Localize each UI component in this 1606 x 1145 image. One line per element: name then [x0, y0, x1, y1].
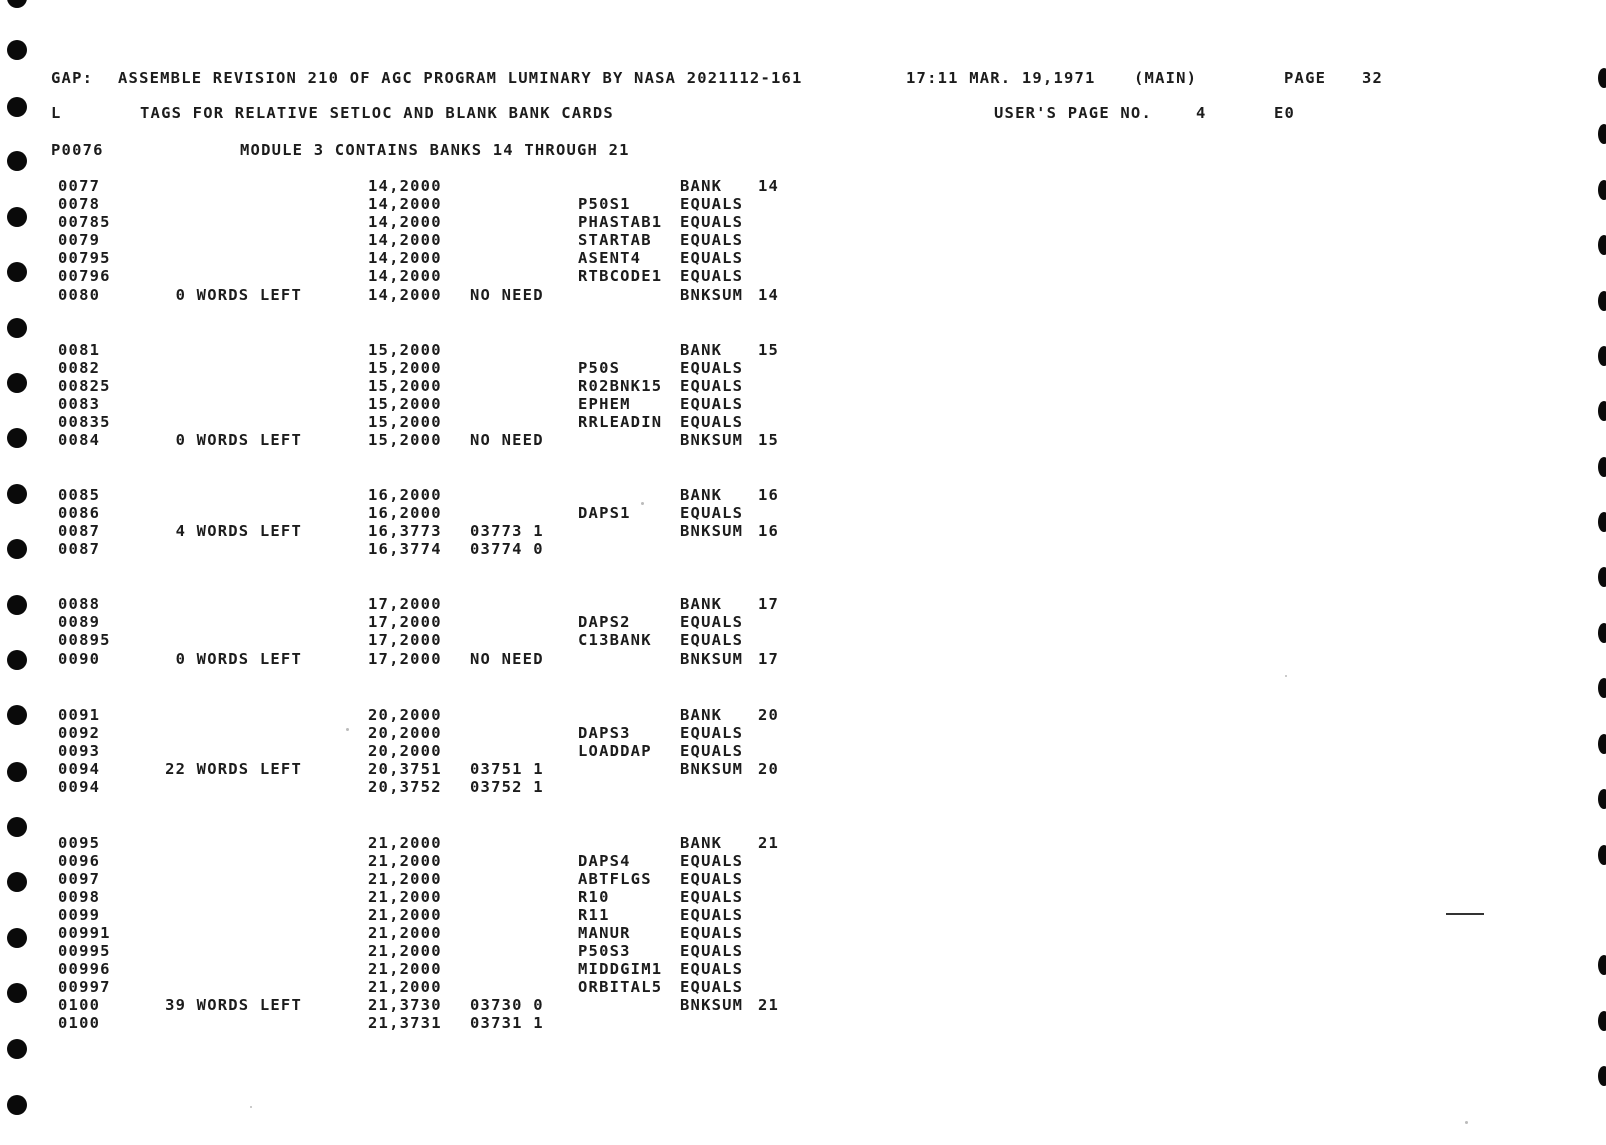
checksum-value: NO NEED — [470, 286, 544, 304]
module-description: MODULE 3 CONTAINS BANKS 14 THROUGH 21 — [240, 141, 630, 159]
opcode: EQUALS — [680, 359, 744, 377]
tag-symbol: C13BANK — [578, 631, 652, 649]
opcode: EQUALS — [680, 852, 744, 870]
opcode: EQUALS — [680, 724, 744, 742]
bank-number: 17 — [758, 650, 780, 668]
paper-mark — [1446, 913, 1484, 915]
bank-address: 15,2000 — [368, 341, 442, 359]
punch-hole — [1598, 734, 1606, 754]
tag-symbol: DAPS1 — [578, 504, 631, 522]
opcode: EQUALS — [680, 978, 744, 996]
line-number: 0100 — [58, 996, 101, 1014]
tag-symbol: STARTAB — [578, 231, 652, 249]
tag-symbol: P50S — [578, 359, 621, 377]
punch-hole — [7, 817, 27, 837]
bank-address: 21,2000 — [368, 924, 442, 942]
line-number: 00997 — [58, 978, 111, 996]
words-left: 0 WORDS LEFT — [175, 650, 302, 668]
opcode: BNKSUM — [680, 760, 744, 778]
punch-hole — [7, 983, 27, 1003]
paper-speck — [1465, 1121, 1468, 1124]
opcode: EQUALS — [680, 195, 744, 213]
bank-number: 20 — [758, 706, 780, 724]
line-number: 0089 — [58, 613, 101, 631]
paper-speck — [641, 502, 644, 505]
tag-symbol: MIDDGIM1 — [578, 960, 663, 978]
opcode: BNKSUM — [680, 996, 744, 1014]
bank-number: 15 — [758, 341, 780, 359]
line-number: 0082 — [58, 359, 101, 377]
bank-address: 14,2000 — [368, 286, 442, 304]
punch-hole — [7, 207, 27, 227]
tag-symbol: P50S3 — [578, 942, 631, 960]
line-number: 00795 — [58, 249, 111, 267]
opcode: EQUALS — [680, 631, 744, 649]
line-number: 0097 — [58, 870, 101, 888]
opcode: BNKSUM — [680, 286, 744, 304]
bank-address: 21,2000 — [368, 870, 442, 888]
page-label: PAGE — [1284, 69, 1327, 87]
opcode: BANK — [680, 706, 723, 724]
line-number: 00825 — [58, 377, 111, 395]
opcode: EQUALS — [680, 742, 744, 760]
bank-address: 16,3774 — [368, 540, 442, 558]
bank-address: 15,2000 — [368, 395, 442, 413]
line-number: 0085 — [58, 486, 101, 504]
opcode: EQUALS — [680, 231, 744, 249]
line-number: 0098 — [58, 888, 101, 906]
module-id: P0076 — [51, 141, 104, 159]
checksum-value: 03773 1 — [470, 522, 544, 540]
line-number: 00835 — [58, 413, 111, 431]
punch-hole — [1598, 512, 1606, 532]
checksum-value: NO NEED — [470, 650, 544, 668]
line-number: 0094 — [58, 778, 101, 796]
paper-speck — [250, 1106, 252, 1108]
bank-address: 14,2000 — [368, 213, 442, 231]
bank-address: 21,3731 — [368, 1014, 442, 1032]
punch-hole — [7, 762, 27, 782]
line-number: 0079 — [58, 231, 101, 249]
bank-address: 17,2000 — [368, 631, 442, 649]
line-number: 0100 — [58, 1014, 101, 1032]
punch-hole — [7, 97, 27, 117]
punch-hole — [1598, 457, 1606, 477]
tag-symbol: ASENT4 — [578, 249, 642, 267]
line-number: 0087 — [58, 522, 101, 540]
opcode: EQUALS — [680, 870, 744, 888]
tag-symbol: R10 — [578, 888, 610, 906]
words-left: 0 WORDS LEFT — [175, 286, 302, 304]
bank-address: 14,2000 — [368, 249, 442, 267]
punch-hole — [1598, 623, 1606, 643]
tag-symbol: MANUR — [578, 924, 631, 942]
bank-address: 17,2000 — [368, 613, 442, 631]
line-number: 0095 — [58, 834, 101, 852]
tag-symbol: LOADDAP — [578, 742, 652, 760]
bank-address: 16,2000 — [368, 504, 442, 522]
bank-address: 21,2000 — [368, 960, 442, 978]
opcode: EQUALS — [680, 377, 744, 395]
tag-symbol: EPHEM — [578, 395, 631, 413]
line-number: 0078 — [58, 195, 101, 213]
bank-address: 20,2000 — [368, 724, 442, 742]
opcode: EQUALS — [680, 942, 744, 960]
bank-address: 15,2000 — [368, 431, 442, 449]
opcode: EQUALS — [680, 395, 744, 413]
bank-address: 21,2000 — [368, 978, 442, 996]
section-label: (MAIN) — [1134, 69, 1198, 87]
line-number: 0080 — [58, 286, 101, 304]
punch-hole — [1598, 678, 1606, 698]
punch-hole — [1598, 789, 1606, 809]
punch-hole — [7, 650, 27, 670]
line-number: 0077 — [58, 177, 101, 195]
bank-address: 16,3773 — [368, 522, 442, 540]
punch-hole — [1598, 955, 1606, 975]
line-number: 0086 — [58, 504, 101, 522]
words-left: 22 WORDS LEFT — [165, 760, 302, 778]
punch-hole — [7, 0, 27, 8]
opcode: EQUALS — [680, 960, 744, 978]
line-number: 00991 — [58, 924, 111, 942]
checksum-value: NO NEED — [470, 431, 544, 449]
punch-hole — [7, 484, 27, 504]
bank-number: 21 — [758, 834, 780, 852]
bank-number: 20 — [758, 760, 780, 778]
opcode: BANK — [680, 486, 723, 504]
bank-address: 17,2000 — [368, 595, 442, 613]
punch-hole — [7, 318, 27, 338]
bank-address: 17,2000 — [368, 650, 442, 668]
listing-code: E0 — [1274, 104, 1296, 122]
punch-hole — [7, 705, 27, 725]
punch-hole — [7, 928, 27, 948]
users-page-label: USER'S PAGE NO. — [994, 104, 1152, 122]
punch-hole — [7, 40, 27, 60]
program-label: GAP: — [51, 69, 94, 87]
punch-hole — [1598, 180, 1606, 200]
tag-symbol: DAPS3 — [578, 724, 631, 742]
bank-address: 20,2000 — [368, 742, 442, 760]
line-number: 0083 — [58, 395, 101, 413]
assemble-title: ASSEMBLE REVISION 210 OF AGC PROGRAM LUMINARY BY NASA 2021112-161 — [118, 69, 803, 87]
opcode: BANK — [680, 177, 723, 195]
timestamp: 17:11 MAR. 19,1971 — [906, 69, 1096, 87]
opcode: EQUALS — [680, 213, 744, 231]
opcode: EQUALS — [680, 906, 744, 924]
bank-address: 20,3752 — [368, 778, 442, 796]
opcode: BANK — [680, 834, 723, 852]
words-left: 4 WORDS LEFT — [175, 522, 302, 540]
listing-title: TAGS FOR RELATIVE SETLOC AND BLANK BANK CARDS — [140, 104, 614, 122]
opcode: EQUALS — [680, 413, 744, 431]
tag-symbol: P50S1 — [578, 195, 631, 213]
tag-symbol: R11 — [578, 906, 610, 924]
bank-number: 21 — [758, 996, 780, 1014]
tag-symbol: RTBCODE1 — [578, 267, 663, 285]
opcode: EQUALS — [680, 504, 744, 522]
punch-hole — [1598, 291, 1606, 311]
punch-hole — [1598, 567, 1606, 587]
line-number: 0099 — [58, 906, 101, 924]
punch-hole — [1598, 845, 1606, 865]
page-number: 32 — [1362, 69, 1384, 87]
punch-hole — [7, 428, 27, 448]
bank-address: 21,2000 — [368, 834, 442, 852]
checksum-value: 03751 1 — [470, 760, 544, 778]
bank-address: 20,3751 — [368, 760, 442, 778]
punch-hole — [7, 872, 27, 892]
line-number: 0088 — [58, 595, 101, 613]
tag-symbol: DAPS4 — [578, 852, 631, 870]
line-number: 00796 — [58, 267, 111, 285]
punch-hole — [7, 373, 27, 393]
opcode: EQUALS — [680, 924, 744, 942]
tag-symbol: ORBITAL5 — [578, 978, 663, 996]
tag-symbol: DAPS2 — [578, 613, 631, 631]
bank-address: 14,2000 — [368, 231, 442, 249]
bank-address: 21,2000 — [368, 942, 442, 960]
line-number: 00996 — [58, 960, 111, 978]
users-page-number: 4 — [1196, 104, 1207, 122]
opcode: EQUALS — [680, 249, 744, 267]
bank-address: 15,2000 — [368, 413, 442, 431]
bank-address: 15,2000 — [368, 359, 442, 377]
bank-address: 21,2000 — [368, 888, 442, 906]
opcode: BANK — [680, 341, 723, 359]
bank-address: 14,2000 — [368, 177, 442, 195]
line-number: 0092 — [58, 724, 101, 742]
paper-speck — [1285, 675, 1287, 677]
punch-hole — [7, 1039, 27, 1059]
line-number: 0091 — [58, 706, 101, 724]
bank-address: 20,2000 — [368, 706, 442, 724]
line-number: 00895 — [58, 631, 111, 649]
opcode: EQUALS — [680, 888, 744, 906]
line-number: 0093 — [58, 742, 101, 760]
bank-address: 14,2000 — [368, 267, 442, 285]
punch-hole — [1598, 401, 1606, 421]
bank-number: 15 — [758, 431, 780, 449]
checksum-value: 03774 0 — [470, 540, 544, 558]
line-number: 00785 — [58, 213, 111, 231]
bank-number: 14 — [758, 177, 780, 195]
bank-number: 17 — [758, 595, 780, 613]
punch-hole — [1598, 124, 1606, 144]
bank-address: 21,3730 — [368, 996, 442, 1014]
punch-hole — [1598, 1011, 1606, 1031]
opcode: BANK — [680, 595, 723, 613]
line-number: 0096 — [58, 852, 101, 870]
words-left: 39 WORDS LEFT — [165, 996, 302, 1014]
bank-number: 16 — [758, 522, 780, 540]
bank-address: 14,2000 — [368, 195, 442, 213]
checksum-value: 03730 0 — [470, 996, 544, 1014]
punch-hole — [7, 262, 27, 282]
opcode: BNKSUM — [680, 431, 744, 449]
punch-hole — [7, 539, 27, 559]
line-number: 00995 — [58, 942, 111, 960]
line-number: 0090 — [58, 650, 101, 668]
checksum-value: 03731 1 — [470, 1014, 544, 1032]
bank-address: 21,2000 — [368, 852, 442, 870]
tag-symbol: RRLEADIN — [578, 413, 663, 431]
line-number: 0081 — [58, 341, 101, 359]
line-number: 0084 — [58, 431, 101, 449]
listing-marker: L — [51, 104, 62, 122]
line-number: 0087 — [58, 540, 101, 558]
line-number: 0094 — [58, 760, 101, 778]
bank-address: 16,2000 — [368, 486, 442, 504]
tag-symbol: ABTFLGS — [578, 870, 652, 888]
tag-symbol: PHASTAB1 — [578, 213, 663, 231]
punch-hole — [7, 595, 27, 615]
checksum-value: 03752 1 — [470, 778, 544, 796]
bank-address: 21,2000 — [368, 906, 442, 924]
bank-number: 14 — [758, 286, 780, 304]
punch-hole — [1598, 68, 1606, 88]
opcode: EQUALS — [680, 267, 744, 285]
opcode: BNKSUM — [680, 650, 744, 668]
bank-address: 15,2000 — [368, 377, 442, 395]
tag-symbol: R02BNK15 — [578, 377, 663, 395]
bank-number: 16 — [758, 486, 780, 504]
punch-hole — [1598, 346, 1606, 366]
paper-speck — [346, 728, 349, 731]
punch-hole — [1598, 235, 1606, 255]
punch-hole — [7, 151, 27, 171]
opcode: BNKSUM — [680, 522, 744, 540]
punch-hole — [7, 1095, 27, 1115]
opcode: EQUALS — [680, 613, 744, 631]
punch-hole — [1598, 1066, 1606, 1086]
words-left: 0 WORDS LEFT — [175, 431, 302, 449]
